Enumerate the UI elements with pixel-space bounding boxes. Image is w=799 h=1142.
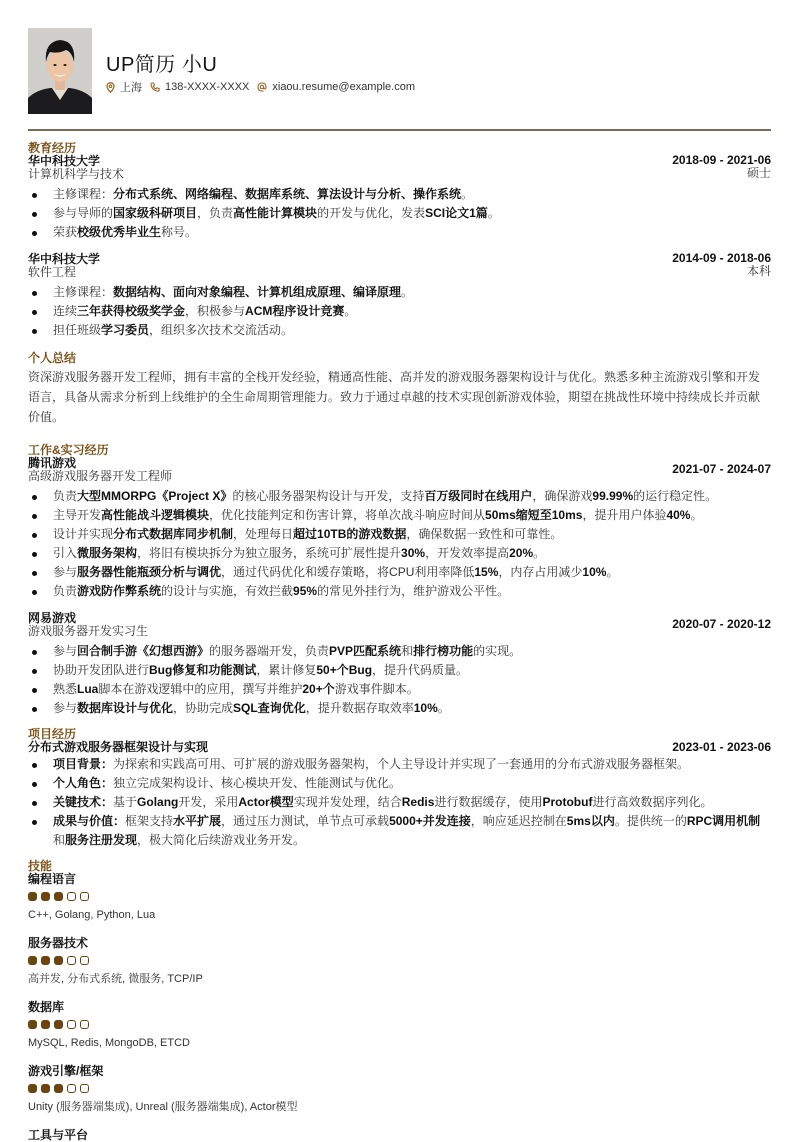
filled-dot-icon: [54, 956, 63, 965]
filled-dot-icon: [41, 892, 50, 901]
list-item: 参与回合制手游《幻想西游》的服务器端开发，负责PVP匹配系统和排行榜功能的实现。: [28, 642, 771, 661]
major: 计算机科学与技术: [28, 167, 125, 181]
project-name: 分布式游戏服务器框架设计与实现: [28, 740, 209, 754]
skill-name: 服务器技术: [28, 936, 89, 950]
empty-dot-icon: [67, 892, 76, 901]
list-item: 担任班级学习委员，组织多次技术交流活动。: [28, 321, 771, 340]
skill-item: [28, 937, 771, 986]
skill-name: 数据库: [28, 1000, 65, 1014]
list-item: 主修课程：数据结构、面向对象编程、计算机组成原理、编译原理。: [28, 283, 771, 302]
skill-item: [28, 873, 771, 922]
list-item: 项目背景：为探索和实践高可用、可扩展的游戏服务器架构，个人主导设计并实现了一套通用的分布式游戏服务器框架。: [28, 755, 771, 774]
skill-detail: Unity (服务器端集成), Unreal (服务器端集成), Actor模型: [28, 1101, 298, 1113]
work-section: [28, 444, 771, 718]
avatar: [28, 28, 92, 114]
resume-header: [28, 28, 771, 114]
filled-dot-icon: [41, 956, 50, 965]
work-entry: [28, 457, 771, 601]
location-text: 上海: [120, 82, 142, 94]
location-pin-icon: [106, 82, 115, 93]
empty-dot-icon: [67, 956, 76, 965]
bullet-list: [28, 185, 771, 242]
work-entry: [28, 612, 771, 718]
school-name: 华中科技大学: [28, 154, 101, 168]
skill-name: 编程语言: [28, 872, 77, 886]
filled-dot-icon: [41, 1020, 50, 1029]
list-item: 熟悉Lua脚本在游戏逻辑中的应用，撰写并维护20+个游戏事件脚本。: [28, 680, 771, 699]
empty-dot-icon: [80, 892, 89, 901]
bullet-list: [28, 642, 771, 718]
skill-item: [28, 1129, 771, 1142]
list-item: 参与服务器性能瓶颈分析与调优，通过代码优化和缓存策略，将CPU利用率降低15%，内存占用减少10%。: [28, 563, 771, 582]
contact-location: [106, 79, 142, 95]
work-date: 2021-07 - 2024-07: [672, 462, 771, 476]
list-item: 关键技术：基于Golang开发，采用Actor模型实现并发处理，结合Redis进行数据缓存，使用Protobuf进行高效数据序列化。: [28, 793, 771, 812]
contact-info: [106, 79, 423, 95]
education-section: [28, 142, 771, 340]
filled-dot-icon: [28, 956, 37, 965]
bullet-list: [28, 283, 771, 340]
education-date: 2014-09 - 2018-06: [672, 251, 771, 265]
section-title-skills: 技能: [28, 859, 53, 873]
summary-text: 资深游戏服务器开发工程师，拥有丰富的全栈开发经验，精通高性能、高并发的游戏服务器架构设计与优化。熟悉多种主流游戏引擎和开发语言，具备从需求分析到上线维护的全生命周期管理能力。致力于通过卓越的技术实现创新游戏体验，期望在挑战性环境中持续成长并贡献价值。: [28, 370, 761, 424]
header-divider: [28, 129, 771, 131]
work-date: 2020-07 - 2020-12: [672, 617, 771, 631]
filled-dot-icon: [54, 1084, 63, 1093]
contact-phone: [150, 81, 249, 93]
project-date: 2023-01 - 2023-06: [672, 740, 771, 754]
section-title-education: 教育经历: [28, 141, 77, 155]
list-item: 荣获校级优秀毕业生称号。: [28, 223, 771, 242]
job-title: 游戏服务器开发实习生: [28, 624, 149, 638]
skill-item: [28, 1001, 771, 1050]
skill-name: 游戏引擎/框架: [28, 1064, 104, 1078]
empty-dot-icon: [80, 956, 89, 965]
bullet-list: [28, 755, 771, 850]
email-text: xiaou.resume@example.com: [272, 81, 415, 93]
list-item: 参与数据库设计与优化，协助完成SQL查询优化，提升数据存取效率10%。: [28, 699, 771, 718]
list-item: 主修课程：分布式系统、网络编程、数据库系统、算法设计与分析、操作系统。: [28, 185, 771, 204]
skill-item: [28, 1065, 771, 1114]
education-date: 2018-09 - 2021-06: [672, 153, 771, 167]
list-item: 引入微服务架构，将旧有模块拆分为独立服务，系统可扩展性提升30%，开发效率提高20%。: [28, 544, 771, 563]
project-entry: [28, 741, 771, 850]
contact-email[interactable]: [257, 81, 415, 93]
list-item: 协助开发团队进行Bug修复和功能测试，累计修复50+个Bug，提升代码质量。: [28, 661, 771, 680]
empty-dot-icon: [80, 1020, 89, 1029]
skill-detail: 高并发, 分布式系统, 微服务, TCP/IP: [28, 973, 203, 985]
skill-level-dots: [28, 956, 771, 965]
education-entry: [28, 253, 771, 340]
list-item: 参与导师的国家级科研项目，负责高性能计算模块的开发与优化，发表SCI论文1篇。: [28, 204, 771, 223]
section-title-work: 工作&实习经历: [28, 443, 109, 457]
company-name: 网易游戏: [28, 611, 77, 625]
filled-dot-icon: [28, 1084, 37, 1093]
list-item: 连续三年获得校级奖学金，积极参与ACM程序设计竞赛。: [28, 302, 771, 321]
list-item: 个人角色：独立完成架构设计、核心模块开发、性能测试与优化。: [28, 774, 771, 793]
skill-level-dots: [28, 1084, 771, 1093]
section-title-projects: 项目经历: [28, 727, 77, 741]
bullet-list: [28, 487, 771, 601]
empty-dot-icon: [80, 1084, 89, 1093]
skill-name: 工具与平台: [28, 1128, 89, 1142]
empty-dot-icon: [67, 1020, 76, 1029]
job-title: 高级游戏服务器开发工程师: [28, 469, 173, 483]
skill-level-dots: [28, 1020, 771, 1029]
phone-text: 138-XXXX-XXXX: [165, 81, 250, 93]
skill-level-dots: [28, 892, 771, 901]
at-sign-icon: [257, 82, 267, 92]
skill-detail: MySQL, Redis, MongoDB, ETCD: [28, 1037, 190, 1049]
summary-section: [28, 352, 771, 427]
projects-section: [28, 728, 771, 850]
list-item: 主导开发高性能战斗逻辑模块，优化技能判定和伤害计算，将单次战斗响应时间从50ms缩短至10ms，提升用户体验40%。: [28, 506, 771, 525]
filled-dot-icon: [28, 1020, 37, 1029]
filled-dot-icon: [54, 1020, 63, 1029]
school-name: 华中科技大学: [28, 252, 101, 266]
major: 软件工程: [28, 265, 77, 279]
skills-section: [28, 860, 771, 1142]
filled-dot-icon: [54, 892, 63, 901]
list-item: 负责游戏防作弊系统的设计与实施，有效拦截95%的常见外挂行为，维护游戏公平性。: [28, 582, 771, 601]
list-item: 负责大型MMORPG《Project X》的核心服务器架构设计与开发，支持百万级同时在线用户，确保游戏99.99%的运行稳定性。: [28, 487, 771, 506]
company-name: 腾讯游戏: [28, 456, 77, 470]
list-item: 成果与价值：框架支持水平扩展，通过压力测试，单节点可承载5000+并发连接，响应延迟控制在5ms以内。提供统一的RPC调用机制和服务注册发现，极大简化后续游戏业务开发。: [28, 812, 771, 850]
section-title-summary: 个人总结: [28, 351, 77, 365]
skill-detail: C++, Golang, Python, Lua: [28, 909, 156, 921]
empty-dot-icon: [67, 1084, 76, 1093]
degree: 硕士: [746, 166, 771, 180]
degree: 本科: [746, 264, 771, 278]
filled-dot-icon: [28, 892, 37, 901]
phone-icon: [150, 82, 160, 92]
candidate-name: UP简历 小U: [106, 54, 218, 76]
education-entry: [28, 155, 771, 242]
list-item: 设计并实现分布式数据库同步机制，处理每日超过10TB的游戏数据，确保数据一致性和可靠性。: [28, 525, 771, 544]
filled-dot-icon: [41, 1084, 50, 1093]
